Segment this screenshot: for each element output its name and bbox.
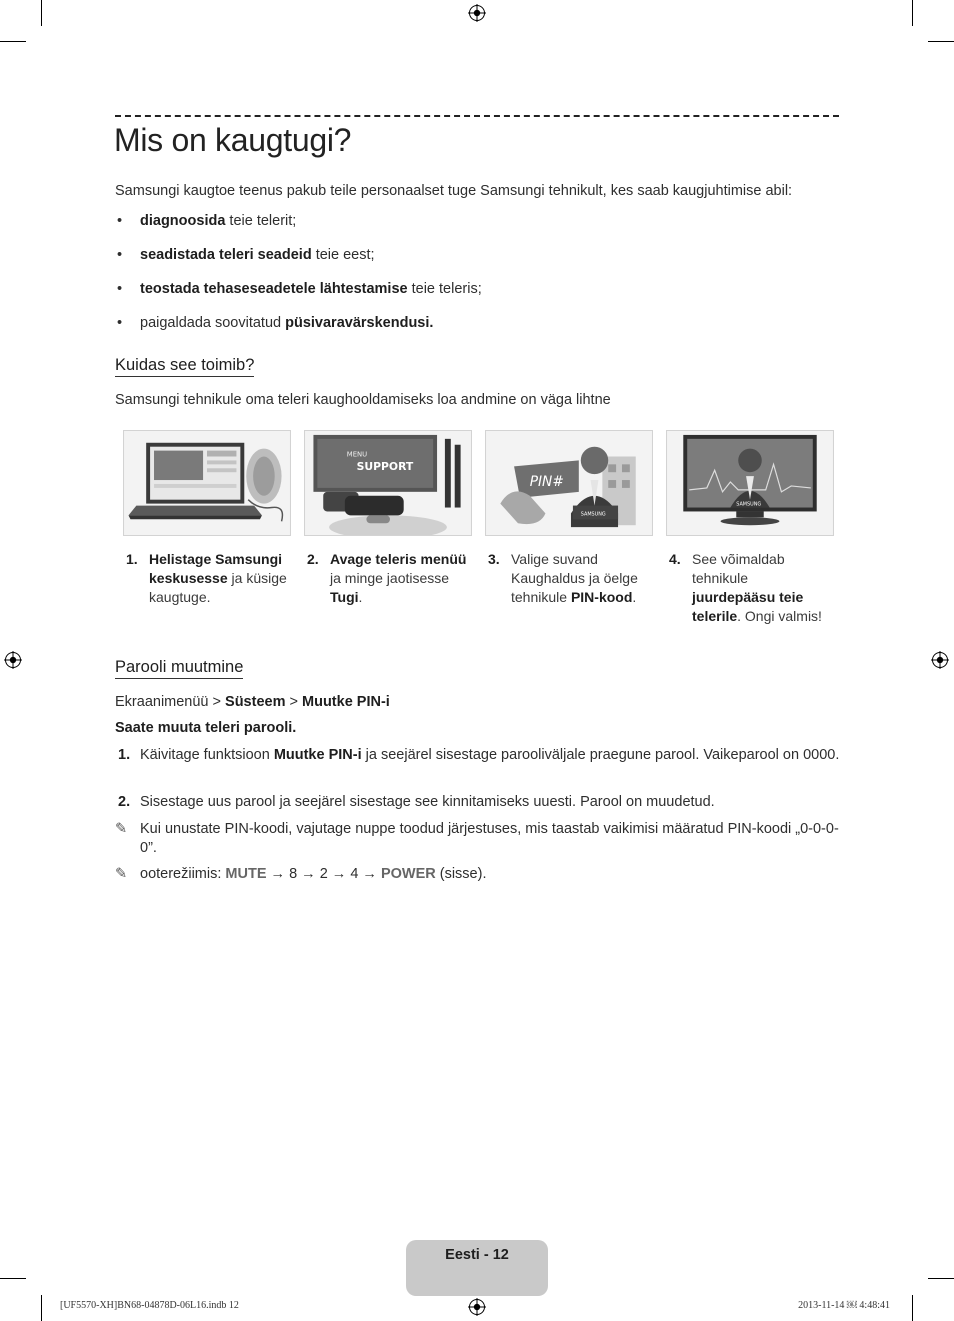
crop-mark — [41, 1295, 42, 1321]
item-number: 2. — [118, 794, 131, 810]
power-key-label: POWER — [380, 866, 436, 882]
bullet-glyph: • — [117, 281, 123, 297]
menu-path — [115, 693, 839, 712]
item-text: Käivitage funktsioon — [140, 747, 274, 763]
section-heading-password-change: Parooli muutmine — [115, 657, 243, 679]
step-number: 4. — [669, 551, 681, 567]
item-text: Sisestage uus parool ja seejärel sisestage see kinnitamiseks uuesti. Parool on muudetud. — [140, 794, 715, 810]
note-pencil-icon: ✎ — [115, 866, 128, 882]
feature-bullet-list — [115, 212, 839, 348]
note-text: Kui unustate PIN-koodi, vajutage nuppe toodud järjestuses, mis taastab vaikimisi määratud PIN-koodi „0-0-0-0”. — [140, 821, 839, 856]
step-text: ja küsige kaugtuge. — [149, 570, 287, 605]
bullet-bold-text: seadistada teleri seadeid — [140, 247, 312, 263]
menu-path-text: Ekraanimenüü > — [115, 694, 226, 710]
note-pencil-icon: ✎ — [115, 821, 128, 837]
item-bold-text: Muutke PIN-i — [273, 747, 362, 763]
print-slug-left: [UF5570-XH]BN68-04878D-06L16.indb 12 — [60, 1300, 239, 1311]
bullet-bold-text: diagnoosida — [140, 213, 226, 229]
bullet-text: teie teleris; — [407, 281, 482, 297]
mute-key-label: MUTE — [225, 866, 267, 882]
list-item — [115, 314, 839, 348]
step-text: ja minge jaotisesse — [330, 570, 450, 586]
illustration-menu-support — [304, 430, 472, 536]
registration-mark-icon — [4, 651, 22, 669]
list-item — [115, 212, 839, 246]
list-item — [115, 246, 839, 280]
image-samsung-text: SAMSUNG — [736, 501, 762, 508]
print-slug-right: 2013-11-14 ￼ 4:48:41 — [798, 1300, 890, 1311]
image-pin-text: PIN# — [529, 473, 564, 490]
note-text: (sisse). — [435, 866, 487, 882]
step-number: 2. — [307, 551, 319, 567]
bullet-glyph: • — [117, 213, 123, 229]
step-text: . — [358, 589, 363, 605]
crop-mark — [928, 1278, 954, 1279]
step-text: . — [632, 589, 637, 605]
menu-path-separator: > — [285, 694, 303, 710]
crop-mark — [0, 1278, 26, 1279]
note-text: ooterežiimis: — [140, 866, 226, 882]
bullet-bold-text: püsivaravärskendusi. — [285, 315, 434, 331]
illustration-tv-technician — [666, 430, 834, 536]
bullet-text: teie eest; — [311, 247, 375, 263]
crop-mark — [912, 0, 913, 26]
step-text: Valige suvand Kaughaldus ja öelge tehnikule — [511, 551, 638, 605]
crop-mark — [928, 41, 954, 42]
page-title: Mis on kaugtugi? — [114, 122, 352, 158]
list-item — [115, 280, 839, 314]
section-paragraph: Samsungi tehnikule oma teleri kaughooldamiseks loa andmine on väga lihtne — [115, 392, 611, 408]
item-text: ja seejärel sisestage parooliväljale praegune parool. Vaikeparool on 0000. — [361, 747, 840, 763]
step-number: 3. — [488, 551, 500, 567]
bullet-bold-text: teostada tehaseseadetele lähtestamise — [140, 281, 408, 297]
bullet-text: paigaldada soovitatud — [140, 315, 286, 331]
section-subtitle: Saate muuta teleri parooli. — [115, 720, 297, 736]
item-number: 1. — [118, 747, 131, 763]
step-number: 1. — [126, 551, 138, 567]
bullet-glyph: • — [117, 247, 123, 263]
note-text: → 8 → 2 → 4 → — [266, 866, 381, 882]
illustration-pin-technician — [485, 430, 653, 536]
registration-mark-icon — [468, 1298, 486, 1316]
crop-mark — [0, 41, 26, 42]
registration-mark-icon — [931, 651, 949, 669]
intro-paragraph: Samsungi kaugtoe teenus pakub teile personaalset tuge Samsungi tehnikult, kes saab kaugjuhtimise abil: — [115, 183, 793, 199]
title-dashed-rule — [115, 115, 839, 117]
crop-mark — [912, 1295, 913, 1321]
bullet-text: teie telerit; — [225, 213, 297, 229]
menu-path-system: Süsteem — [225, 694, 286, 710]
registration-mark-icon — [468, 4, 486, 22]
step-text: See võimaldab tehnikule — [692, 551, 785, 586]
step-text: . Ongi valmis! — [737, 608, 822, 624]
image-samsung-text: SAMSUNG — [580, 511, 606, 518]
section-heading-how-it-works: Kuidas see toimib? — [115, 355, 254, 377]
page-number: Eesti - 12 — [445, 1247, 509, 1263]
step-bold-text: Tugi — [330, 589, 359, 605]
image-support-text: SUPPORT — [356, 460, 414, 474]
image-menu-text: MENU — [346, 450, 368, 459]
step-bold-text: juurdepääsu teie telerile — [692, 589, 804, 624]
step-bold-text: Avage teleris menüü — [330, 551, 467, 567]
step-bold-text: PIN-kood — [570, 589, 633, 605]
step-bold-text: Helistage Samsungi keskusesse — [149, 551, 283, 586]
crop-mark — [41, 0, 42, 26]
bullet-glyph: • — [117, 315, 123, 331]
menu-path-change-pin: Muutke PIN-i — [302, 694, 390, 710]
illustration-laptop-phone — [123, 430, 291, 536]
